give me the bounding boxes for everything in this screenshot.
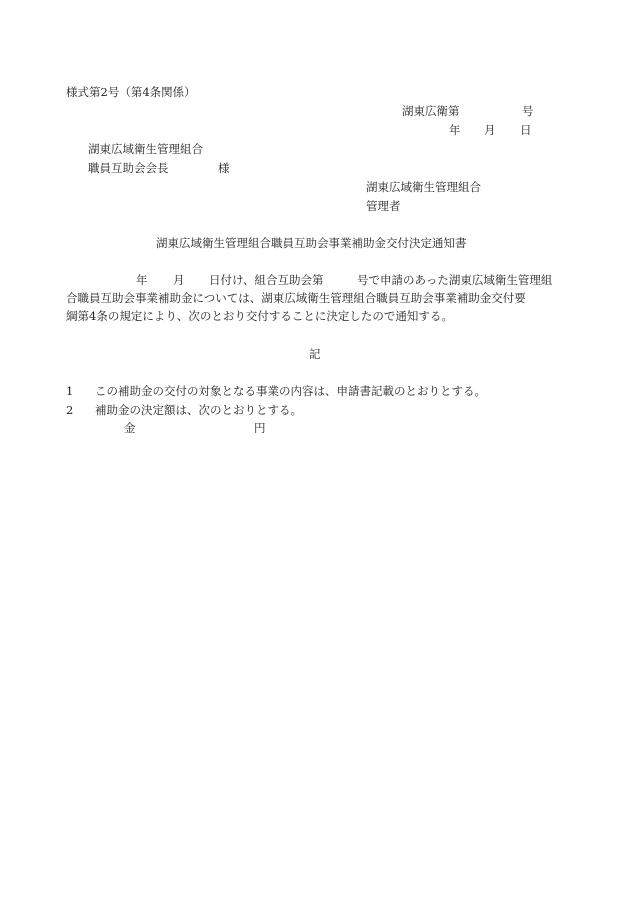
addressee-title: 職員互助会会長 <box>88 161 169 175</box>
amount-unit: 円 <box>254 421 266 435</box>
item-2-number: 2 <box>66 403 74 417</box>
form-label: 様式第2号（第4条関係） <box>66 85 196 99</box>
doc-number-prefix: 湖東広衛第 <box>402 104 460 118</box>
body-year: 年 <box>136 273 148 287</box>
body-text-a: 日付け、組合互助会第 <box>209 273 324 287</box>
addressee-honorific: 様 <box>218 161 230 175</box>
body-text-b: 号で申請のあった湖東広域衛生管理組 <box>357 273 553 287</box>
sender-org: 湖東広域衛生管理組合 <box>366 180 481 194</box>
item-2-text: 補助金の決定額は、次のとおりとする。 <box>95 403 302 417</box>
date-day: 日 <box>520 123 532 137</box>
doc-number-suffix: 号 <box>522 104 534 118</box>
body-month: 月 <box>173 273 185 287</box>
item-1-number: 1 <box>66 384 74 398</box>
body-line-3: 綱第4条の規定により、次のとおり交付することに決定したので通知する。 <box>66 309 453 323</box>
addressee-org: 湖東広域衛生管理組合 <box>88 142 203 156</box>
item-1-text: この補助金の交付の対象となる事業の内容は、申請書記載のとおりとする。 <box>95 384 486 398</box>
body-line-2: 合職員互助会事業補助金については、湖東広域衛生管理組合職員互助会事業補助金交付要 <box>66 291 526 305</box>
sender-title: 管理者 <box>366 199 401 213</box>
date-month: 月 <box>484 123 496 137</box>
amount-label: 金 <box>124 421 136 435</box>
date-year: 年 <box>449 123 461 137</box>
ki-heading: 記 <box>309 347 321 361</box>
document-title: 湖東広域衛生管理組合職員互助会事業補助金交付決定通知書 <box>156 236 467 250</box>
